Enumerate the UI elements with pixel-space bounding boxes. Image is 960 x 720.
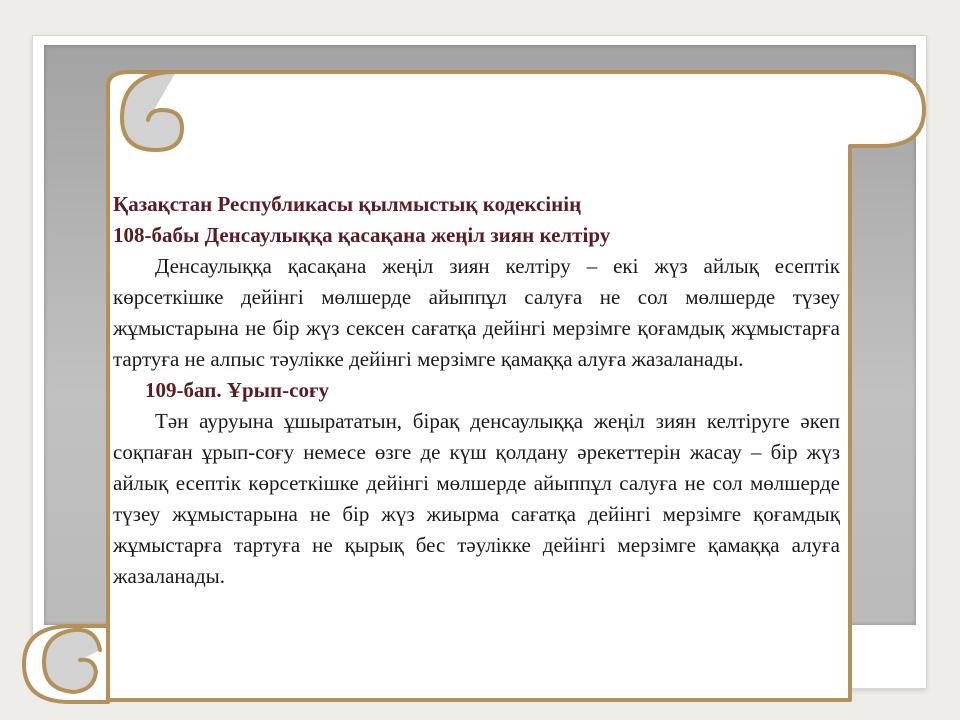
heading-line-1: Қазақстан Республикасы қылмыстық кодексінің: [113, 192, 582, 216]
article-109-title: 109-бап. Ұрып-соғу: [145, 378, 330, 402]
heading-line-2: 108-бабы Денсаулыққа қасақана жеңіл зиян келтіру: [113, 223, 611, 247]
article-108-paragraph: Денсаулыққа қасақана жеңіл зиян келтіру – екі жүз айлық есептік көрсеткішке дейінгі мөлшерде айыппұл салуға не сол мөлшерде түзеу жұмыстарына не бір жүз сексен сағатқа дейінгі мерзімге қоғамдық жұмыстарға тартуға не алпыс тәулікке дейінгі мерзімге қамаққа алуға жазаланады.: [113, 254, 840, 371]
article-109-paragraph: Тән ауруына ұшырататын, бірақ денсаулыққа жеңіл зиян келтіруге әкеп соқпаған ұрып-соғу немесе өзге де күш қолдану әрекеттерін жасау – бір жүз айлық есептік көрсеткішке дейінгі мөлшерде айыппұл салуға не сол мөлшерде түзеу жұмыстарына не бір жүз жиырма сағатқа дейінгі мерзімге қоғамдық жұмыстарға тартуға не қырық бес тәулікке дейінгі мерзімге қамаққа алуға жазаланады.: [113, 409, 840, 588]
document-text: [113, 189, 840, 592]
bottom-curl-inner: [44, 630, 100, 692]
